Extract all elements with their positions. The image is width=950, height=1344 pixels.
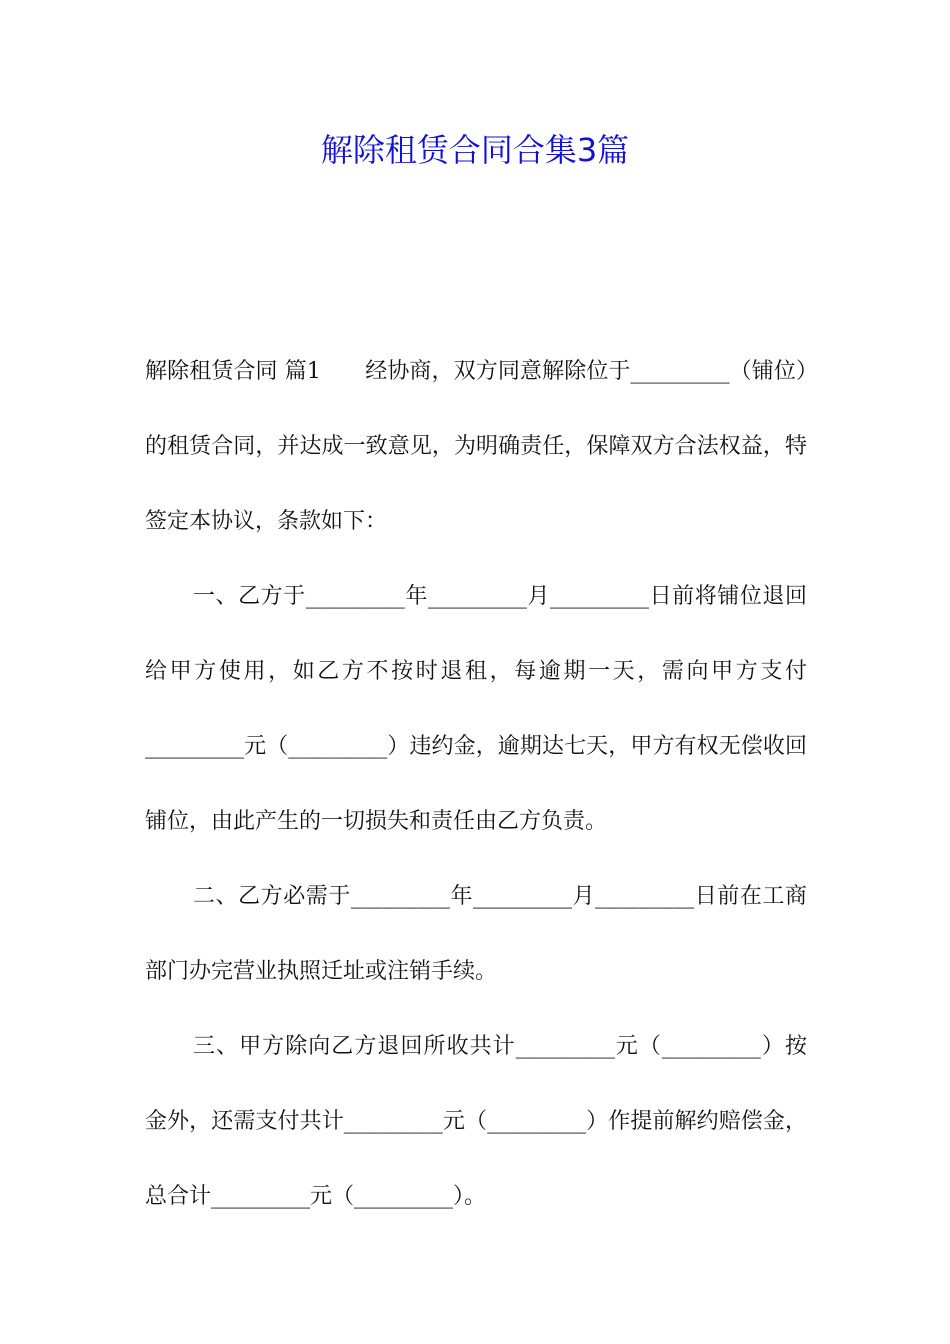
clause-3-paragraph: 三、甲方除向乙方退回所收共计_________元（_________）按金外，还需支付共计_________元（_________）作提前解约赔偿金，总合计_________元（_________）。 [145, 1034, 807, 1209]
clause-1-paragraph: 一、乙方于_________年_________月_________日前将铺位退回给甲方使用，如乙方不按时退租，每逾期一天，需向甲方支付_________元（_________）违约金，逾期达七天，甲方有权无偿收回铺位，由此产生的一切损失和责任由乙方负责。 [145, 584, 807, 834]
document-title: 解除租赁合同合集3篇 [320, 131, 630, 169]
document-body [145, 334, 807, 1234]
intro-paragraph: 解除租赁合同 篇1 经协商，双方同意解除位于_________（铺位）的租赁合同，并达成一致意见，为明确责任，保障双方合法权益，特签定本协议，条款如下： [145, 359, 807, 534]
clause-2-paragraph: 二、乙方必需于_________年_________月_________日前在工商部门办完营业执照迁址或注销手续。 [145, 884, 807, 984]
